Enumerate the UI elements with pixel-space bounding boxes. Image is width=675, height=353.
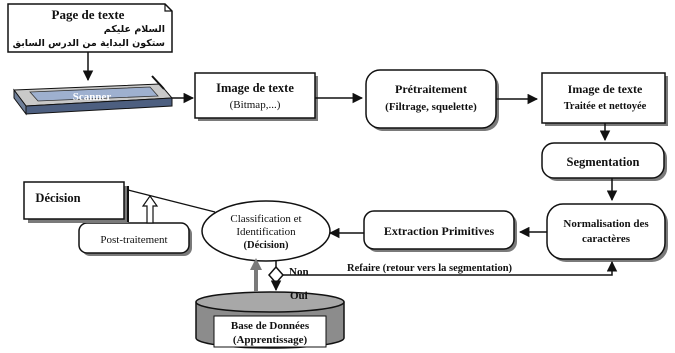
page-de-texte-node bbox=[8, 4, 172, 52]
arabic-lesson-note: ستكون البداية من الدرس السابق bbox=[12, 38, 165, 49]
segmentation-label: Segmentation bbox=[566, 155, 640, 169]
scanner-label: Scanner bbox=[72, 91, 112, 103]
non-label: Non bbox=[289, 266, 309, 278]
database-label: Base de Données bbox=[230, 320, 310, 332]
normalisation-label: Normalisation des bbox=[563, 218, 649, 230]
normalisation-node bbox=[547, 204, 668, 262]
normalisation-sub: caractères bbox=[581, 233, 631, 245]
refaire-label: Refaire (retour vers la segmentation) bbox=[347, 263, 513, 274]
page-title: Page de texte bbox=[51, 7, 125, 22]
scanner-icon bbox=[14, 76, 172, 114]
image-de-texte-sub: (Bitmap,...) bbox=[229, 99, 281, 111]
image-traitee-label: Image de texte bbox=[567, 82, 643, 96]
post-traitement-label: Post-traitement bbox=[100, 234, 168, 246]
image-traitee-node bbox=[542, 73, 668, 126]
arrow-post-to-decision bbox=[143, 196, 157, 223]
arabic-greeting: السلام عليكم bbox=[103, 24, 165, 35]
decision-node bbox=[24, 182, 128, 223]
extraction-label: Extraction Primitives bbox=[383, 224, 495, 238]
decision-diamond bbox=[269, 267, 283, 283]
image-de-texte-label: Image de texte bbox=[216, 81, 294, 95]
pretraitement-label: Prétraitement bbox=[395, 82, 467, 96]
oui-label: Oui bbox=[290, 290, 308, 302]
post-traitement-node bbox=[79, 223, 192, 256]
database-sub: (Apprentissage) bbox=[232, 334, 308, 346]
decision-label: Décision bbox=[35, 191, 81, 205]
link-classification-to-decision bbox=[128, 190, 215, 212]
decision-sub-label: (Décision) bbox=[243, 240, 289, 251]
classification-label: Classification et bbox=[230, 213, 302, 225]
pretraitement-node bbox=[366, 70, 499, 131]
identification-label: Identification bbox=[236, 226, 296, 238]
database-node bbox=[196, 292, 344, 348]
pretraitement-sub: (Filtrage, squelette) bbox=[385, 101, 477, 113]
image-de-texte-node bbox=[195, 73, 318, 121]
image-traitee-sub: Traitée et nettoyée bbox=[563, 101, 647, 112]
segmentation-node bbox=[542, 143, 667, 181]
classification-node bbox=[202, 201, 330, 261]
extraction-node bbox=[364, 211, 517, 252]
